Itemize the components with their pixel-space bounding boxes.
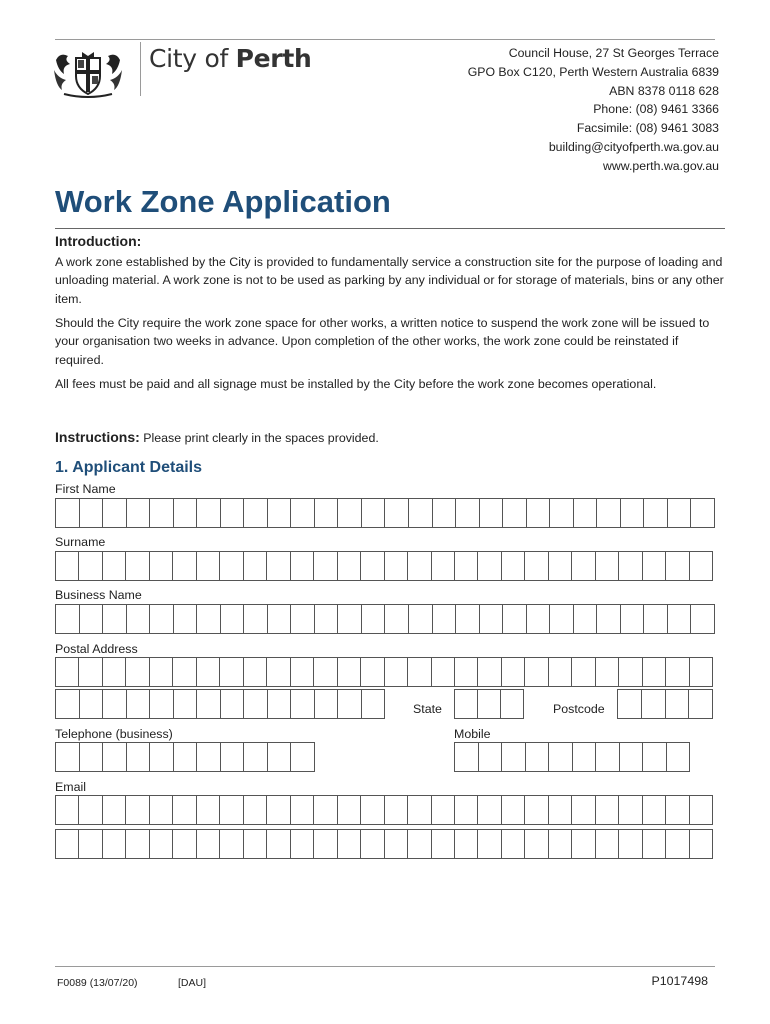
character-cell[interactable] [478,796,501,824]
character-cell[interactable] [525,830,548,858]
character-cell[interactable] [56,830,79,858]
character-cell[interactable] [220,552,243,580]
character-cell[interactable] [409,499,433,527]
character-cell[interactable] [173,830,196,858]
character-cell[interactable] [221,690,245,718]
character-cell[interactable] [596,658,619,686]
first-name-label: First Name [55,482,116,496]
character-cell[interactable] [291,552,314,580]
character-cell[interactable] [432,552,455,580]
character-cell[interactable] [690,658,712,686]
character-cell[interactable] [619,830,642,858]
character-cell[interactable] [456,605,480,633]
character-cell[interactable] [666,830,689,858]
character-cell[interactable] [433,499,457,527]
character-cell[interactable] [221,743,245,771]
mobile-label: Mobile [454,727,491,741]
character-cell[interactable] [291,743,314,771]
character-cell[interactable] [103,796,126,824]
character-cell[interactable] [643,552,666,580]
character-cell[interactable] [666,796,689,824]
character-cell[interactable] [596,796,619,824]
character-cell[interactable] [150,743,174,771]
surname-label: Surname [55,535,106,549]
character-cell[interactable] [385,605,409,633]
character-cell[interactable] [103,690,127,718]
character-cell[interactable] [197,499,221,527]
contact-po-box: GPO Box C120, Perth Western Australia 6839 [467,64,719,79]
email-label: Email [55,780,86,794]
character-cell[interactable] [103,552,126,580]
header-divider [140,42,141,96]
character-cell[interactable] [80,690,104,718]
character-cell[interactable] [503,605,527,633]
character-cell[interactable] [268,605,292,633]
mobile-field[interactable] [454,742,690,772]
character-cell[interactable] [385,552,408,580]
city-crest-logo [52,50,124,98]
character-cell[interactable] [103,658,126,686]
character-cell[interactable] [479,743,503,771]
character-cell[interactable] [150,658,173,686]
character-cell[interactable] [456,499,480,527]
character-cell[interactable] [56,605,80,633]
header-rule [55,39,715,40]
character-cell[interactable] [690,830,712,858]
footer-rule [55,966,715,967]
character-cell[interactable] [597,499,621,527]
character-cell[interactable] [385,658,408,686]
character-cell[interactable] [619,658,642,686]
character-cell[interactable] [596,830,619,858]
character-cell[interactable] [385,830,408,858]
character-cell[interactable] [268,499,292,527]
character-cell[interactable] [503,499,527,527]
character-cell[interactable] [150,830,173,858]
character-cell[interactable] [197,552,220,580]
character-cell[interactable] [173,552,196,580]
city-prefix: City of [149,44,228,73]
character-cell[interactable] [174,690,198,718]
business-name-label: Business Name [55,588,142,602]
postal-address-label: Postal Address [55,642,138,656]
character-cell[interactable] [501,690,523,718]
character-cell[interactable] [385,796,408,824]
instructions-text: Please print clearly in the spaces provided. [143,431,379,445]
character-cell[interactable] [549,658,572,686]
character-cell[interactable] [619,796,642,824]
character-cell[interactable] [126,658,149,686]
character-cell[interactable] [103,605,127,633]
character-cell[interactable] [197,690,221,718]
character-cell[interactable] [596,552,619,580]
character-cell[interactable] [572,658,595,686]
character-cell[interactable] [80,605,104,633]
character-cell[interactable] [79,830,102,858]
character-cell[interactable] [127,690,151,718]
character-cell[interactable] [385,499,409,527]
character-cell[interactable] [79,658,102,686]
character-cell[interactable] [103,499,127,527]
character-cell[interactable] [291,499,315,527]
character-cell[interactable] [502,830,525,858]
character-cell[interactable] [268,690,292,718]
character-cell[interactable] [244,552,267,580]
character-cell[interactable] [56,499,80,527]
character-cell[interactable] [618,690,642,718]
character-cell[interactable] [455,690,478,718]
intro-paragraph-2: Should the City require the work zone space for other works, a written notice to suspend the work zone will be issued to your organisation two weeks in advance. Upon completion of the other works, the work zone could be reinstated if required. [55,316,710,367]
character-cell[interactable] [56,690,80,718]
character-cell[interactable] [527,499,551,527]
character-cell[interactable] [502,552,525,580]
character-cell[interactable] [220,658,243,686]
character-cell[interactable] [361,552,384,580]
character-cell[interactable] [244,605,268,633]
character-cell[interactable] [221,499,245,527]
character-cell[interactable] [691,605,714,633]
character-cell[interactable] [291,658,314,686]
character-cell[interactable] [127,499,151,527]
character-cell[interactable] [667,743,690,771]
character-cell[interactable] [361,658,384,686]
character-cell[interactable] [173,796,196,824]
character-cell[interactable] [126,830,149,858]
character-cell[interactable] [478,658,501,686]
character-cell[interactable] [314,552,337,580]
surname-field[interactable] [55,551,713,581]
footer-form-code: F0089 (13/07/20) [57,977,138,989]
character-cell[interactable] [644,605,668,633]
character-cell[interactable] [56,796,79,824]
character-cell[interactable] [525,796,548,824]
character-cell[interactable] [221,605,245,633]
contact-abn: ABN 8378 0118 628 [609,83,719,98]
character-cell[interactable] [362,499,386,527]
character-cell[interactable] [478,830,501,858]
instructions-heading: Instructions: [55,429,140,445]
character-cell[interactable] [666,658,689,686]
first-name-field[interactable] [55,498,715,528]
page-title: Work Zone Application [55,184,391,219]
character-cell[interactable] [573,743,597,771]
character-cell[interactable] [690,552,712,580]
character-cell[interactable] [56,552,79,580]
character-cell[interactable] [197,830,220,858]
character-cell[interactable] [455,743,479,771]
character-cell[interactable] [244,830,267,858]
character-cell[interactable] [597,605,621,633]
character-cell[interactable] [408,830,431,858]
character-cell[interactable] [150,499,174,527]
character-cell[interactable] [455,552,478,580]
character-cell[interactable] [174,499,198,527]
character-cell[interactable] [103,743,127,771]
character-cell[interactable] [267,830,290,858]
character-cell[interactable] [127,743,151,771]
character-cell[interactable] [338,658,361,686]
instructions [55,429,379,445]
character-cell[interactable] [549,743,573,771]
city-bold: Perth [235,44,312,73]
character-cell[interactable] [150,690,174,718]
postcode-label: Postcode [553,702,605,716]
character-cell[interactable] [643,658,666,686]
character-cell[interactable] [691,499,714,527]
character-cell[interactable] [527,605,551,633]
character-cell[interactable] [79,552,102,580]
telephone-field[interactable] [55,742,315,772]
character-cell[interactable] [643,830,666,858]
character-cell[interactable] [173,658,196,686]
character-cell[interactable] [690,796,712,824]
character-cell[interactable] [150,796,173,824]
character-cell[interactable] [291,690,315,718]
character-cell[interactable] [80,743,104,771]
character-cell[interactable] [619,552,642,580]
character-cell[interactable] [314,830,337,858]
character-cell[interactable] [197,796,220,824]
footer-department: [DAU] [178,977,207,989]
character-cell[interactable] [408,552,431,580]
character-cell[interactable] [408,658,431,686]
character-cell[interactable] [643,796,666,824]
character-cell[interactable] [103,830,126,858]
character-cell[interactable] [572,796,595,824]
business-name-field[interactable] [55,604,715,634]
introduction-heading: Introduction: [55,233,142,249]
character-cell[interactable] [338,830,361,858]
character-cell[interactable] [502,796,525,824]
character-cell[interactable] [220,796,243,824]
character-cell[interactable] [689,690,712,718]
character-cell[interactable] [291,830,314,858]
contact-website: www.perth.wa.gov.au [603,158,719,173]
character-cell[interactable] [525,658,548,686]
character-cell[interactable] [574,605,598,633]
character-cell[interactable] [291,605,315,633]
character-cell[interactable] [56,658,79,686]
character-cell[interactable] [338,499,362,527]
character-cell[interactable] [338,796,361,824]
character-cell[interactable] [338,605,362,633]
character-cell[interactable] [550,499,574,527]
character-cell[interactable] [432,830,455,858]
character-cell[interactable] [314,658,337,686]
character-cell[interactable] [244,743,268,771]
character-cell[interactable] [432,658,455,686]
character-cell[interactable] [455,658,478,686]
city-of-perth-wordmark [149,44,311,73]
character-cell[interactable] [526,743,550,771]
character-cell[interactable] [621,499,645,527]
character-cell[interactable] [126,796,149,824]
intro-paragraph-3: All fees must be paid and all signage must be installed by the City before the work zone becomes operational. [55,377,657,391]
character-cell[interactable] [127,605,151,633]
character-cell[interactable] [549,796,572,824]
character-cell[interactable] [244,499,268,527]
character-cell[interactable] [79,796,102,824]
character-cell[interactable] [596,743,620,771]
character-cell[interactable] [244,690,268,718]
character-cell[interactable] [315,499,339,527]
character-cell[interactable] [572,830,595,858]
character-cell[interactable] [361,796,384,824]
character-cell[interactable] [267,552,290,580]
character-cell[interactable] [525,552,548,580]
character-cell[interactable] [409,605,433,633]
character-cell[interactable] [362,605,386,633]
character-cell[interactable] [291,796,314,824]
character-cell[interactable] [315,605,339,633]
character-cell[interactable] [408,796,431,824]
character-cell[interactable] [267,658,290,686]
character-cell[interactable] [502,658,525,686]
email-field-line-2[interactable] [55,829,713,859]
postcode-field[interactable] [617,689,713,719]
character-cell[interactable] [361,830,384,858]
character-cell[interactable] [502,743,526,771]
contact-fax: Facsimile: (08) 9461 3083 [576,121,719,136]
character-cell[interactable] [174,605,198,633]
character-cell[interactable] [455,796,478,824]
postal-address-line-2[interactable] [55,689,385,719]
character-cell[interactable] [549,830,572,858]
character-cell[interactable] [267,796,290,824]
contact-address: Council House, 27 St Georges Terrace [508,46,719,60]
email-field-line-1[interactable] [55,795,713,825]
character-cell[interactable] [126,552,149,580]
character-cell[interactable] [244,796,267,824]
character-cell[interactable] [150,552,173,580]
character-cell[interactable] [549,552,572,580]
state-label: State [413,702,442,716]
contact-email: building@cityofperth.wa.gov.au [548,139,719,154]
character-cell[interactable] [666,690,690,718]
character-cell[interactable] [315,690,339,718]
intro-paragraph-1: A work zone established by the City is provided to fundamentally service a construction site for the purpose of loading and unloading material. A work zone is not to be used as parking by any individual or for storage of materials, bins or any other item. [55,255,724,306]
character-cell[interactable] [480,499,504,527]
character-cell[interactable] [362,690,385,718]
character-cell[interactable] [620,743,644,771]
character-cell[interactable] [220,830,243,858]
character-cell[interactable] [478,690,501,718]
character-cell[interactable] [197,658,220,686]
character-cell[interactable] [572,552,595,580]
character-cell[interactable] [432,796,455,824]
section-applicant-details-heading: 1. Applicant Details [55,459,202,476]
title-rule [55,228,725,229]
character-cell[interactable] [268,743,292,771]
character-cell[interactable] [480,605,504,633]
character-cell[interactable] [56,743,80,771]
character-cell[interactable] [478,552,501,580]
character-cell[interactable] [433,605,457,633]
character-cell[interactable] [455,830,478,858]
character-cell[interactable] [621,605,645,633]
character-cell[interactable] [642,690,666,718]
contact-block [468,44,719,176]
telephone-label: Telephone (business) [55,727,173,741]
character-cell[interactable] [644,499,668,527]
character-cell[interactable] [197,605,221,633]
character-cell[interactable] [174,743,198,771]
footer-reference: P1017498 [651,974,708,988]
character-cell[interactable] [550,605,574,633]
character-cell[interactable] [80,499,104,527]
character-cell[interactable] [314,796,337,824]
character-cell[interactable] [244,658,267,686]
character-cell[interactable] [197,743,221,771]
contact-phone: Phone: (08) 9461 3366 [593,102,719,117]
character-cell[interactable] [668,499,692,527]
character-cell[interactable] [338,552,361,580]
character-cell[interactable] [574,499,598,527]
postal-address-line-1[interactable] [55,657,713,687]
character-cell[interactable] [643,743,667,771]
character-cell[interactable] [338,690,362,718]
character-cell[interactable] [666,552,689,580]
state-field[interactable] [454,689,524,719]
character-cell[interactable] [150,605,174,633]
character-cell[interactable] [668,605,692,633]
